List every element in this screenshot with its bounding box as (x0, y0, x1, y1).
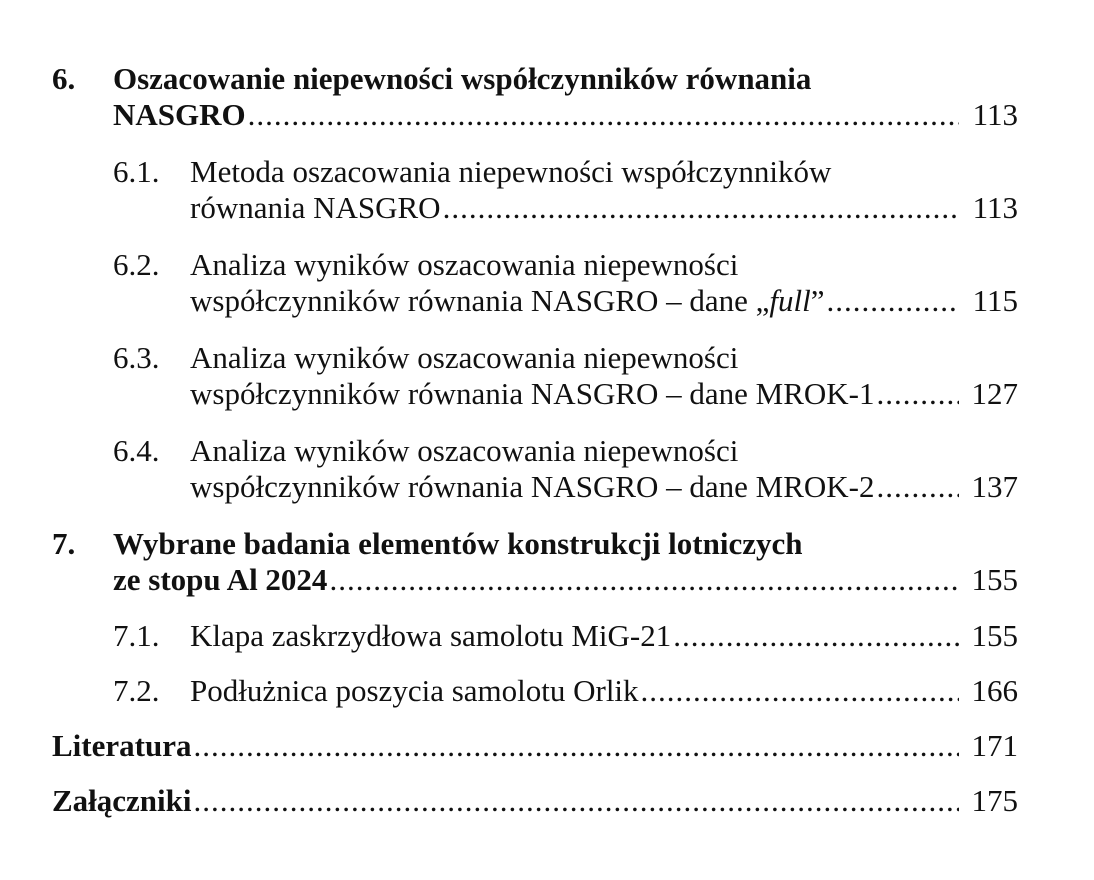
zalaczniki-entry[interactable] (52, 785, 963, 819)
section-6-1-page: 113 (972, 190, 1018, 225)
section-6-3-number: 6.3. (113, 340, 160, 375)
chapter-7-page: 155 (971, 562, 1018, 597)
section-6-2-title-line1: Analiza wyników oszacowania niepewności (190, 247, 739, 282)
section-6-4-title-line2[interactable] (190, 471, 963, 505)
dot-leader (193, 730, 959, 761)
section-7-2-number: 7.2. (113, 673, 160, 708)
literatura-title: Literatura (52, 728, 192, 763)
dot-leader (641, 675, 959, 706)
chapter-6-page: 113 (972, 97, 1018, 132)
section-6-2-page: 115 (972, 283, 1018, 318)
section-7-2-title[interactable] (190, 675, 963, 709)
dot-leader (877, 471, 960, 502)
dot-leader (443, 192, 959, 223)
dot-leader (248, 99, 959, 130)
section-6-3-title-line1: Analiza wyników oszacowania niepewności (190, 340, 739, 375)
section-6-2-title-tail: współczynników równania NASGRO – dane „full” (190, 283, 825, 318)
section-6-1-title-line2[interactable] (190, 192, 963, 226)
section-7-2-page: 166 (971, 673, 1018, 708)
section-7-1-number: 7.1. (113, 618, 160, 653)
section-6-3-title-tail: współczynników równania NASGRO – dane MROK-1 (190, 376, 875, 411)
zalaczniki-title: Załączniki (52, 783, 192, 818)
section-6-4-page: 137 (971, 469, 1018, 504)
section-6-2-title-line2[interactable] (190, 285, 963, 319)
dot-leader (673, 620, 959, 651)
section-6-3-title-line2[interactable] (190, 378, 963, 412)
section-7-1-page: 155 (971, 618, 1018, 653)
dot-leader (194, 785, 959, 816)
zalaczniki-page: 175 (971, 783, 1018, 818)
section-6-4-title-line1: Analiza wyników oszacowania niepewności (190, 433, 739, 468)
chapter-6-number: 6. (52, 61, 76, 96)
chapter-6-title-line2[interactable] (113, 99, 963, 133)
dot-leader (827, 285, 959, 316)
chapter-7-title-line2[interactable] (113, 564, 963, 598)
section-7-1-title-text: Klapa zaskrzydłowa samolotu MiG-21 (190, 618, 672, 653)
section-6-3-page: 127 (971, 376, 1018, 411)
section-6-4-title-tail: współczynników równania NASGRO – dane MROK-2 (190, 469, 875, 504)
literatura-page: 171 (971, 728, 1018, 763)
section-6-2-number: 6.2. (113, 247, 160, 282)
section-6-1-title-tail: równania NASGRO (190, 190, 441, 225)
dot-leader (877, 378, 960, 409)
section-6-1-title-line1: Metoda oszacowania niepewności współczynników (190, 154, 832, 189)
chapter-6-title-line1: Oszacowanie niepewności współczynników równania (113, 61, 812, 96)
section-7-2-title-text: Podłużnica poszycia samolotu Orlik (190, 673, 639, 708)
chapter-7-title-tail: ze stopu Al 2024 (113, 562, 328, 597)
section-6-4-number: 6.4. (113, 433, 160, 468)
chapter-7-title-line1: Wybrane badania elementów konstrukcji lotniczych (113, 526, 803, 561)
section-6-1-number: 6.1. (113, 154, 160, 189)
chapter-7-number: 7. (52, 526, 76, 561)
dot-leader (329, 564, 959, 595)
section-7-1-title[interactable] (190, 620, 963, 654)
literatura-entry[interactable] (52, 730, 963, 764)
chapter-6-title-tail: NASGRO (113, 97, 246, 132)
